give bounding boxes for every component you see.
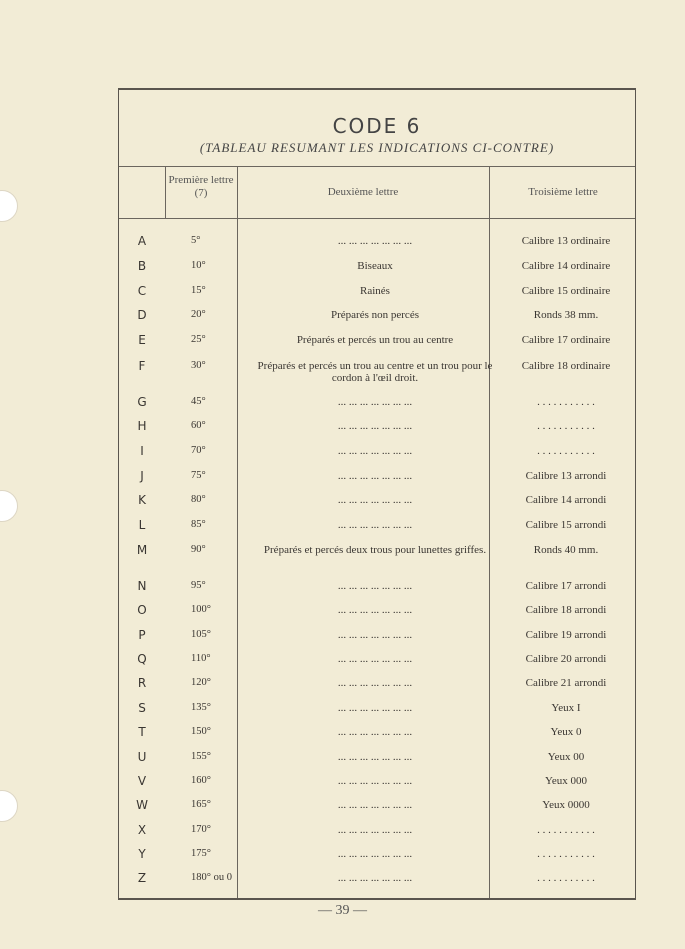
row-letter: O (137, 603, 147, 617)
row-degree: 85° (191, 519, 206, 530)
row-letter: C (137, 284, 147, 298)
row-second-letter: Biseaux (357, 260, 393, 272)
row-degree: 120° (191, 677, 211, 688)
row-third-letter: Calibre 13 arrondi (525, 470, 607, 482)
row-degree: 175° (191, 848, 211, 859)
row-second-letter: ... ... ... ... ... ... ... (337, 653, 413, 665)
row-letter: B (137, 259, 147, 273)
row-degree: 180° ou 0 (191, 872, 232, 883)
row-second-letter: ... ... ... ... ... ... ... (337, 604, 413, 616)
row-second-letter: ... ... ... ... ... ... ... (337, 726, 413, 738)
row-third-letter: Yeux 000 (545, 775, 587, 787)
header-first-letter: Première lettre (7) (168, 174, 234, 199)
row-letter: E (138, 333, 146, 347)
row-second-letter: ... ... ... ... ... ... ... (337, 494, 413, 506)
row-letter: U (137, 750, 147, 764)
table-row (119, 420, 635, 444)
table-row (119, 309, 635, 333)
row-degree: 165° (191, 799, 211, 810)
table-row (119, 494, 635, 518)
row-third-letter: Calibre 18 ordinaire (521, 360, 611, 372)
table-row (119, 702, 635, 726)
row-letter: K (138, 493, 146, 507)
table-row (119, 396, 635, 420)
table-row (119, 445, 635, 469)
row-second-letter: ... ... ... ... ... ... ... (337, 470, 413, 482)
table-row (119, 235, 635, 259)
table-row (119, 775, 635, 799)
table-row (119, 872, 635, 896)
row-degree: 45° (191, 396, 206, 407)
row-third-letter: Calibre 14 ordinaire (521, 260, 611, 272)
row-degree: 160° (191, 775, 211, 786)
punch-hole (0, 790, 18, 822)
row-letter: S (138, 701, 146, 715)
row-second-letter: Préparés et percés un trou au centre (296, 334, 454, 346)
table-row (119, 751, 635, 775)
row-degree: 60° (191, 420, 206, 431)
table-row (119, 677, 635, 701)
header-second-letter: Deuxième lettre (327, 186, 399, 198)
row-second-letter: ... ... ... ... ... ... ... (337, 677, 413, 689)
row-third-letter: Calibre 19 arrondi (525, 629, 607, 641)
table-row (119, 334, 635, 358)
row-second-letter: ... ... ... ... ... ... ... (337, 420, 413, 432)
row-third-letter: Yeux 00 (547, 751, 585, 763)
table-row (119, 580, 635, 604)
row-third-letter: . . . . . . . . . . . (537, 872, 595, 884)
row-second-letter: ... ... ... ... ... ... ... (337, 629, 413, 641)
row-degree: 105° (191, 629, 211, 640)
row-second-letter: Préparés et percés deux trous pour lunettes griffes. (263, 544, 487, 556)
row-degree: 90° (191, 544, 206, 555)
header-third-letter: Troisième lettre (528, 186, 598, 198)
row-degree: 110° (191, 653, 211, 664)
row-third-letter: Ronds 40 mm. (533, 544, 599, 556)
header-bottom-rule (119, 218, 635, 219)
row-third-letter: . . . . . . . . . . . (537, 848, 595, 860)
row-second-letter: Préparés et percés un trou au centre et un trou pour le cordon à l'œil droit. (257, 360, 493, 384)
row-second-letter: ... ... ... ... ... ... ... (337, 519, 413, 531)
punch-hole (0, 190, 18, 222)
row-letter: N (137, 579, 147, 593)
row-letter: I (140, 444, 144, 458)
row-third-letter: Ronds 38 mm. (533, 309, 599, 321)
row-degree: 70° (191, 445, 206, 456)
table-row (119, 629, 635, 653)
row-degree: 10° (191, 260, 206, 271)
row-third-letter: Yeux I (551, 702, 581, 714)
col-divider (165, 166, 166, 218)
table-row (119, 260, 635, 284)
row-second-letter: ... ... ... ... ... ... ... (337, 235, 413, 247)
row-third-letter: Calibre 15 arrondi (525, 519, 607, 531)
row-third-letter: Calibre 17 ordinaire (521, 334, 611, 346)
page-title: CODE 6 (332, 114, 422, 138)
row-letter: P (138, 628, 146, 642)
row-second-letter: ... ... ... ... ... ... ... (337, 445, 413, 457)
row-second-letter: ... ... ... ... ... ... ... (337, 775, 413, 787)
row-degree: 170° (191, 824, 211, 835)
table-row (119, 360, 635, 384)
row-second-letter: ... ... ... ... ... ... ... (337, 702, 413, 714)
table-row (119, 604, 635, 628)
row-letter: W (136, 798, 148, 812)
row-letter: F (138, 359, 146, 373)
row-letter: V (137, 774, 147, 788)
row-degree: 30° (191, 360, 206, 371)
row-degree: 100° (191, 604, 211, 615)
row-second-letter: ... ... ... ... ... ... ... (337, 396, 413, 408)
table-row (119, 519, 635, 543)
row-third-letter: Calibre 17 arrondi (525, 580, 607, 592)
row-third-letter: . . . . . . . . . . . (537, 420, 595, 432)
row-letter: Y (138, 847, 146, 861)
row-third-letter: . . . . . . . . . . . (537, 396, 595, 408)
punch-hole (0, 490, 18, 522)
row-letter: L (138, 518, 146, 532)
page-subtitle: (TABLEAU RESUMANT LES INDICATIONS CI-CONTRE) (199, 140, 555, 155)
table-row (119, 653, 635, 677)
table-row (119, 848, 635, 872)
row-letter: Z (137, 871, 147, 885)
row-degree: 155° (191, 751, 211, 762)
row-second-letter: ... ... ... ... ... ... ... (337, 751, 413, 763)
row-degree: 20° (191, 309, 206, 320)
table-row (119, 824, 635, 848)
table-row (119, 470, 635, 494)
row-letter: D (137, 308, 147, 322)
row-third-letter: . . . . . . . . . . . (537, 445, 595, 457)
row-degree: 25° (191, 334, 206, 345)
row-second-letter: ... ... ... ... ... ... ... (337, 799, 413, 811)
code-table-frame (118, 88, 636, 900)
row-second-letter: ... ... ... ... ... ... ... (337, 824, 413, 836)
row-second-letter: Préparés non percés (331, 309, 419, 321)
row-degree: 80° (191, 494, 206, 505)
row-degree: 5° (191, 235, 201, 246)
row-third-letter: Calibre 21 arrondi (525, 677, 607, 689)
table-row (119, 544, 635, 568)
header-top-rule (119, 166, 635, 167)
row-letter: H (137, 419, 147, 433)
row-letter: J (140, 469, 144, 483)
page-number: — 39 — (318, 903, 367, 918)
row-letter: R (137, 676, 147, 690)
table-row (119, 285, 635, 309)
row-third-letter: Calibre 14 arrondi (525, 494, 607, 506)
table-row (119, 799, 635, 823)
row-letter: T (138, 725, 146, 739)
row-degree: 150° (191, 726, 211, 737)
row-degree: 95° (191, 580, 206, 591)
row-third-letter: Calibre 20 arrondi (525, 653, 607, 665)
row-letter: Q (137, 652, 147, 666)
row-letter: A (137, 234, 147, 248)
row-third-letter: Calibre 15 ordinaire (521, 285, 611, 297)
row-letter: G (137, 395, 147, 409)
row-second-letter: ... ... ... ... ... ... ... (337, 848, 413, 860)
table-row (119, 726, 635, 750)
row-third-letter: Calibre 13 ordinaire (521, 235, 611, 247)
row-third-letter: Calibre 18 arrondi (525, 604, 607, 616)
row-third-letter: Yeux 0 (550, 726, 582, 738)
row-letter: M (136, 543, 148, 557)
row-degree: 135° (191, 702, 211, 713)
row-degree: 15° (191, 285, 206, 296)
row-letter: X (137, 823, 147, 837)
row-degree: 75° (191, 470, 206, 481)
row-second-letter: ... ... ... ... ... ... ... (337, 580, 413, 592)
row-second-letter: ... ... ... ... ... ... ... (337, 872, 413, 884)
row-third-letter: Yeux 0000 (542, 799, 590, 811)
row-second-letter: Rainés (360, 285, 390, 297)
row-third-letter: . . . . . . . . . . . (537, 824, 595, 836)
